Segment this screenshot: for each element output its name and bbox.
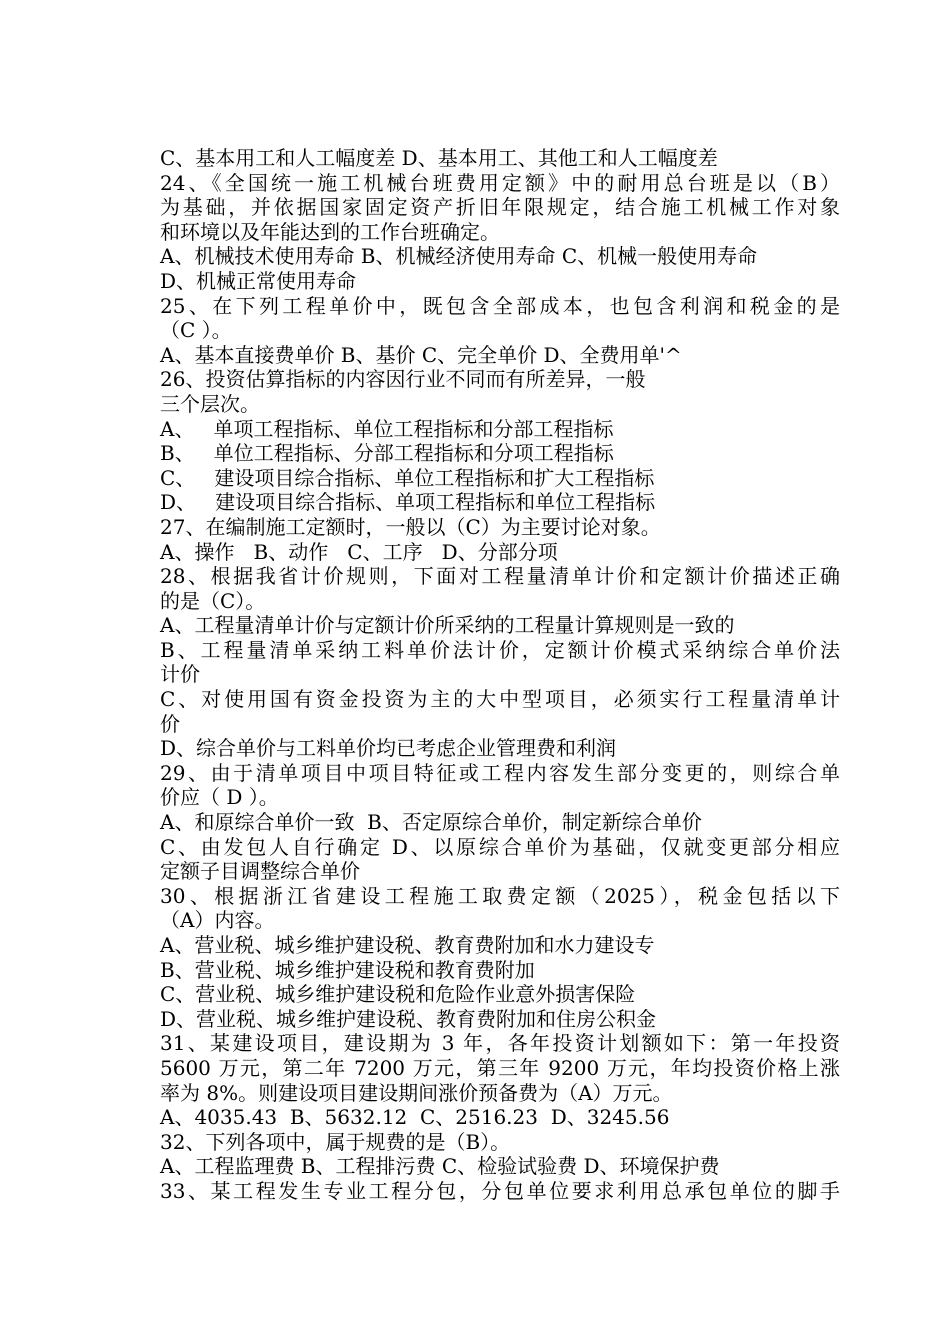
question-24-line-3: 和环境以及年能达到的工作台班确定。 bbox=[160, 219, 500, 244]
question-31-line-3: 率为 8%。则建设项目建设期间涨价预备费为（A）万元。 bbox=[160, 1080, 673, 1105]
question-31-line-1: 31、某建设项目，建设期为 3 年，各年投资计划额如下：第一年投资 bbox=[160, 1031, 840, 1056]
question-25-options: A、基本直接费单价 B、基价 C、完全单价 D、全费用单'^ bbox=[160, 342, 682, 367]
question-27-options: A、操作 B、动作 C、工序 D、分部分项 bbox=[160, 539, 558, 564]
question-28-option-b-1: B、工程量清单采纳工料单价法计价，定额计价模式采纳综合单价法 bbox=[160, 637, 840, 662]
text-line: C、基本用工和人工幅度差 D、基本用工、其他工和人工幅度差 bbox=[160, 146, 718, 170]
question-26-line-1: 26、投资估算指标的内容因行业不同而有所差异，一般 bbox=[160, 367, 646, 392]
question-28-line-1: 28、根据我省计价规则，下面对工程量清单计价和定额计价描述正确 bbox=[160, 564, 840, 589]
question-28-option-b-2: 计价 bbox=[160, 662, 200, 687]
question-30-option-b: B、营业税、城乡维护建设税和教育费附加 bbox=[160, 957, 535, 982]
question-26-option-a: A、 单项工程指标、单位工程指标和分部工程指标 bbox=[160, 416, 614, 441]
question-33-line-1: 33、某工程发生专业工程分包，分包单位要求利用总承包单位的脚手 bbox=[160, 1178, 840, 1203]
question-26-option-c: C、 建设项目综合指标、单位工程指标和扩大工程指标 bbox=[160, 465, 655, 490]
question-24-options-1: A、机械技术使用寿命 B、机械经济使用寿命 C、机械一般使用寿命 bbox=[160, 244, 758, 269]
question-28-option-d: D、综合单价与工料单价均已考虑企业管理费和利润 bbox=[160, 736, 617, 761]
question-30-option-a: A、营业税、城乡维护建设税、教育费附加和水力建设专 bbox=[160, 933, 655, 957]
question-29-options-1: A、和原综合单价一致 B、否定原综合单价，制定新综合单价 bbox=[160, 810, 702, 835]
question-28-option-a: A、工程量清单计价与定额计价所采纳的工程量计算规则是一致的 bbox=[160, 613, 735, 638]
question-30-option-d: D、营业税、城乡维护建设税、教育费附加和住房公积金 bbox=[160, 1006, 657, 1031]
question-27-line: 27、在编制施工定额时，一般以（C）为主要讨论对象。 bbox=[160, 514, 661, 539]
question-32-line: 32、下列各项中，属于规费的是（B）。 bbox=[160, 1129, 511, 1154]
question-30-line-1: 30、根据浙江省建设工程施工取费定额（2025），税金包括以下 bbox=[160, 883, 840, 908]
question-29-options-2: C、由发包人自行确定 D、以原综合单价为基础，仅就变更部分相应 bbox=[160, 834, 840, 859]
question-24-line-1: 24、《全国统一施工机械台班费用定额》中的耐用总台班是以（B） bbox=[160, 170, 840, 195]
question-25-line-1: 25、在下列工程单价中，既包含全部成本，也包含利润和税金的是 bbox=[160, 293, 840, 318]
question-28-option-c-1: C、对使用国有资金投资为主的大中型项目，必须实行工程量清单计 bbox=[160, 687, 840, 712]
document-body bbox=[160, 146, 840, 1204]
question-32-options: A、工程监理费 B、工程排污费 C、检验试验费 D、环境保护费 bbox=[160, 1154, 720, 1179]
question-30-line-2: （A）内容。 bbox=[160, 908, 275, 933]
question-28-option-c-2: 价 bbox=[160, 711, 180, 736]
question-28-line-2: 的是（C）。 bbox=[160, 588, 266, 613]
question-31-line-2: 5600 万元，第二年 7200 万元，第三年 9200 万元，年均投资价格上涨 bbox=[160, 1055, 840, 1080]
question-25-line-2: （C ）。 bbox=[160, 318, 232, 343]
question-26-option-d: D、 建设项目综合指标、单项工程指标和单位工程指标 bbox=[160, 490, 656, 515]
question-24-options-2: D、机械正常使用寿命 bbox=[160, 268, 357, 293]
question-26-line-2: 三个层次。 bbox=[160, 391, 260, 416]
question-26-option-b: B、 单位工程指标、分部工程指标和分项工程指标 bbox=[160, 441, 614, 466]
question-29-line-1: 29、由于清单项目中项目特征或工程内容发生部分变更的，则综合单 bbox=[160, 760, 840, 785]
question-29-options-3: 定额子目调整综合单价 bbox=[160, 859, 360, 884]
question-31-options: A、4035.43 B、5632.12 C、2516.23 D、3245.56 bbox=[160, 1105, 670, 1130]
question-30-option-c: C、营业税、城乡维护建设税和危险作业意外损害保险 bbox=[160, 982, 636, 1007]
question-29-line-2: 价应（ D ）。 bbox=[160, 785, 279, 810]
question-24-line-2: 为基础，并依据国家固定资产折旧年限规定，结合施工机械工作对象 bbox=[160, 195, 840, 220]
